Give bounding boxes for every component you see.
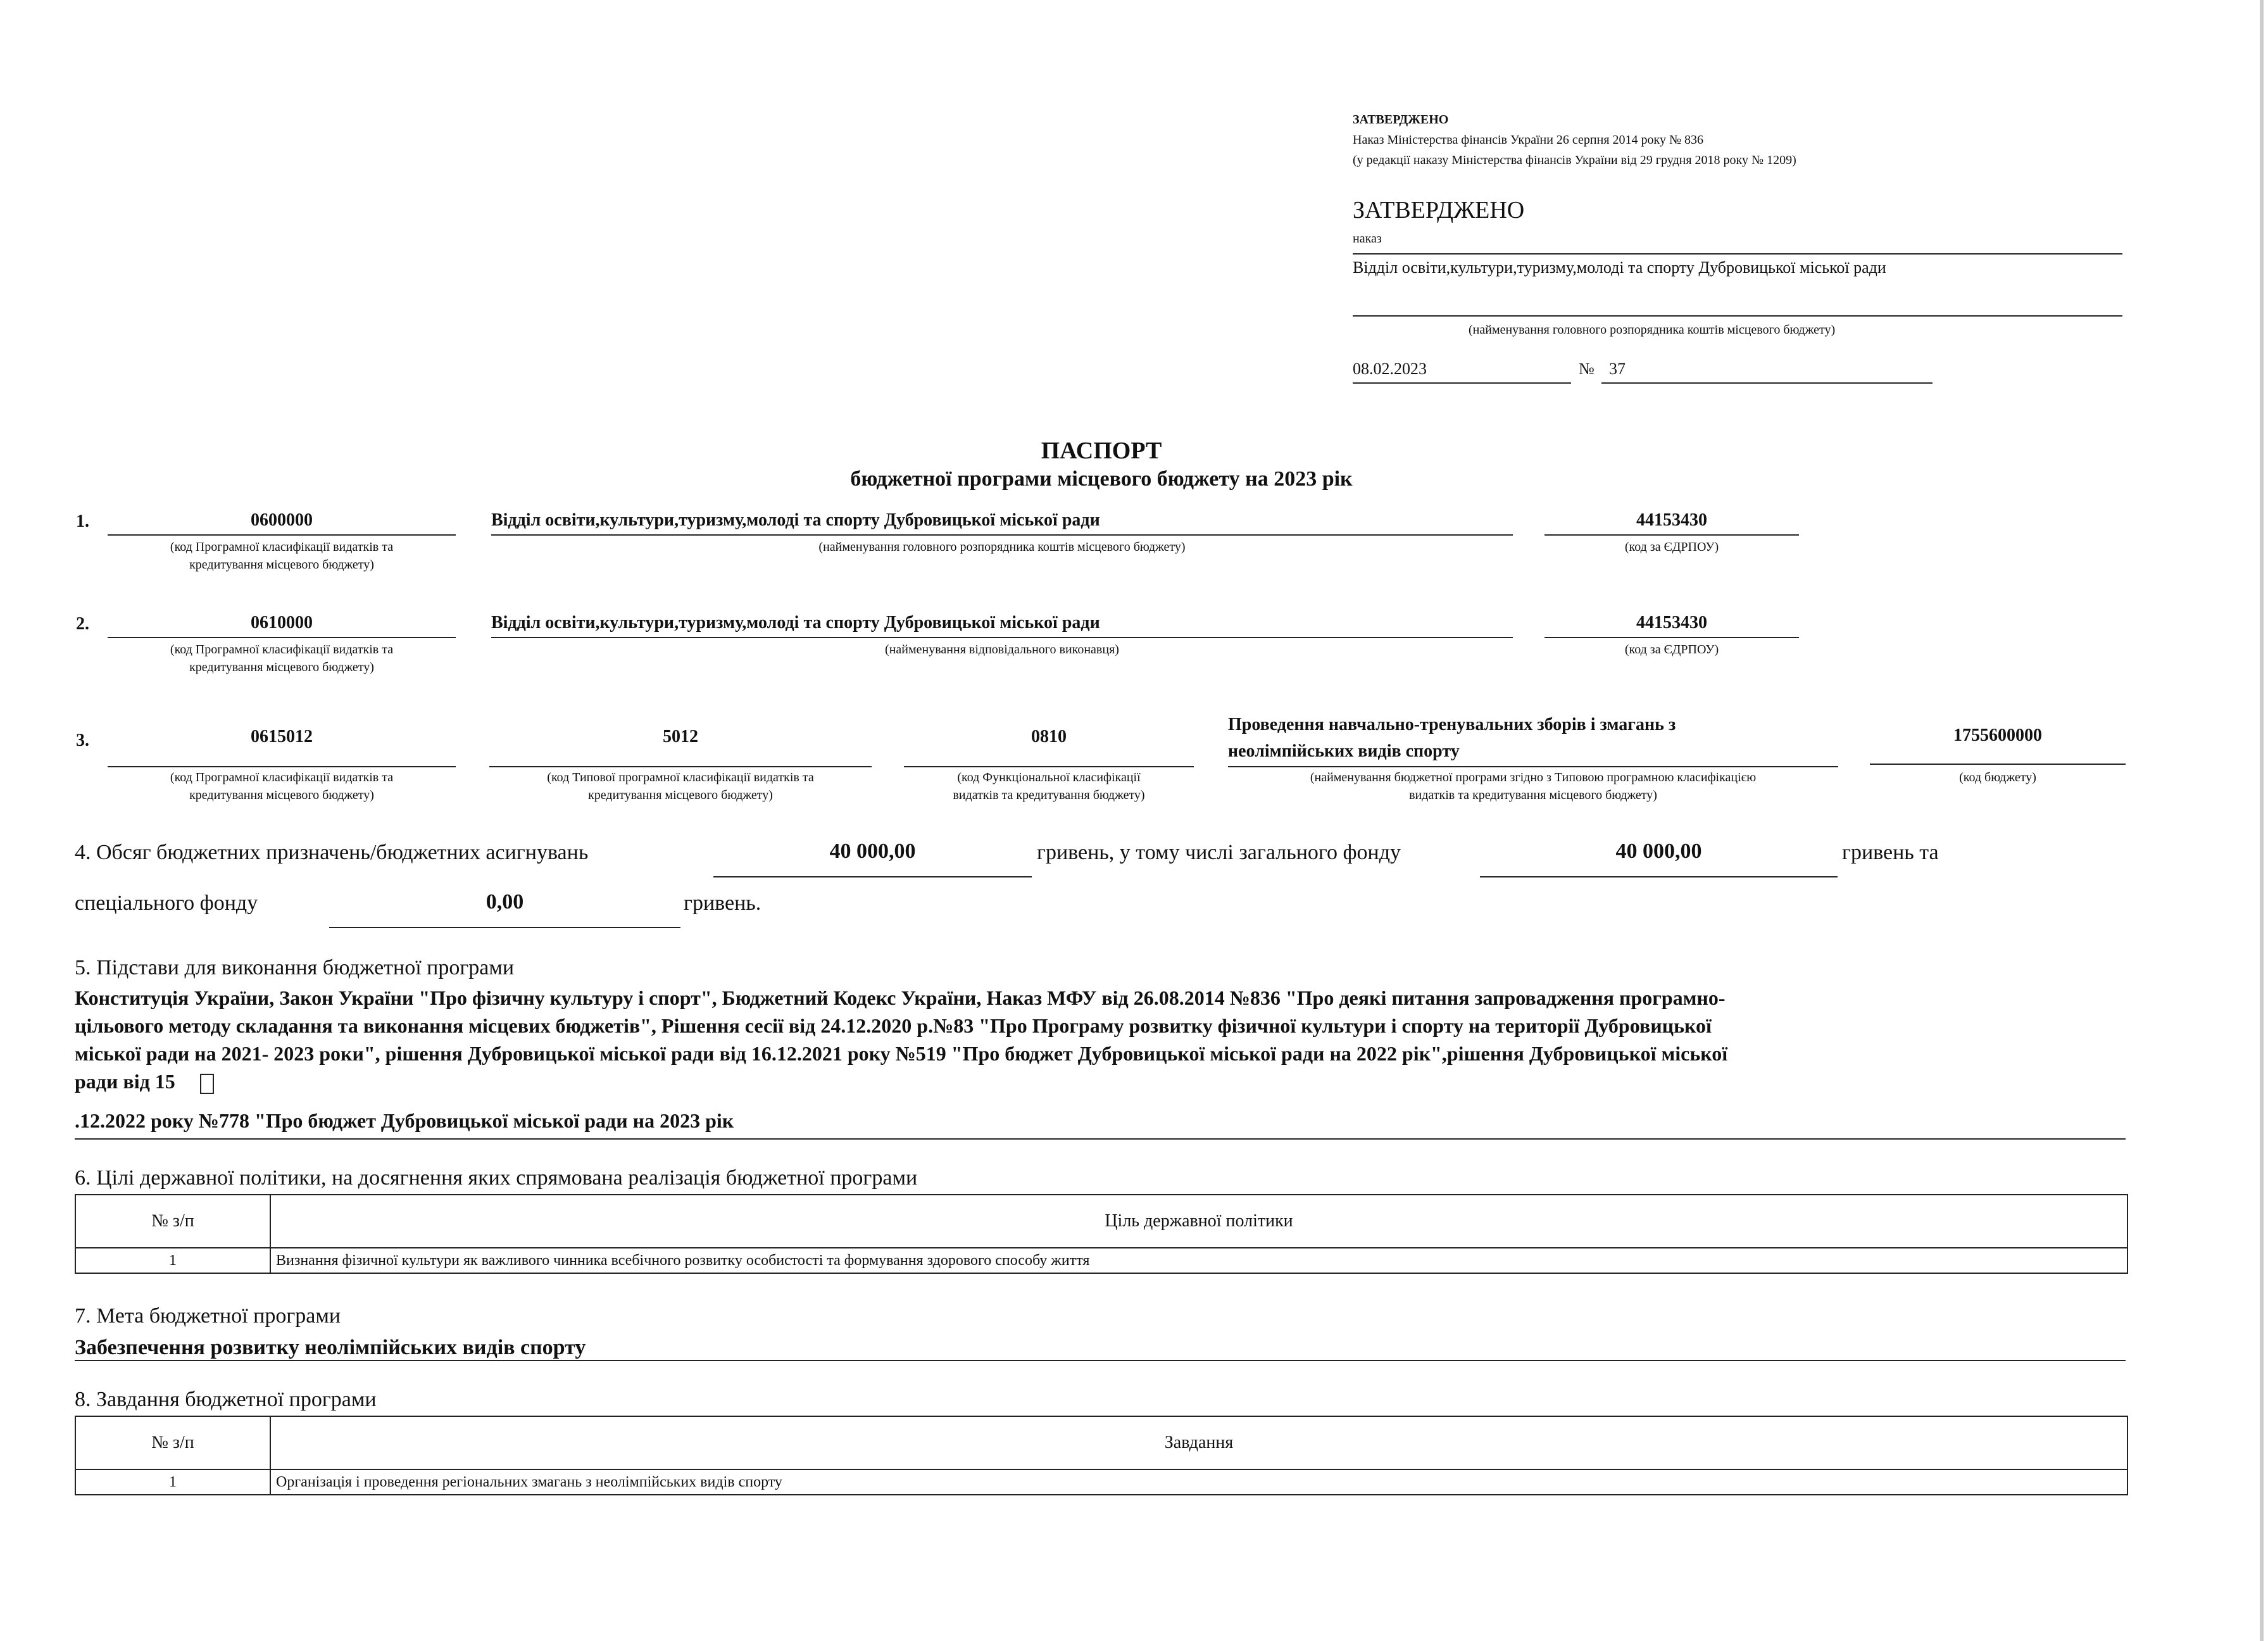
missing-glyph-icon (200, 1074, 214, 1094)
tasks-row-num: 1 (75, 1469, 270, 1495)
item1-edrpou: 44153430 (1636, 510, 1707, 530)
item2-name: Відділ освіти,культури,туризму,молоді та спорту Дубровицької міської ради (491, 613, 1100, 632)
divider (1353, 382, 1571, 384)
approval-legal-line2: (у редакції наказу Міністерства фінансів України від 29 грудня 2018 року № 1209) (1353, 153, 1796, 167)
divider (491, 637, 1513, 638)
divider (1228, 766, 1838, 767)
tasks-row-text: Організація і проведення регіональних змагань з неолімпійських видів спорту (270, 1469, 2127, 1495)
divider (1353, 253, 2122, 255)
item4-label: 4. Обсяг бюджетних призначень/бюджетних асигнувань (75, 841, 589, 864)
item5-line: міської ради на 2021- 2023 роки", рішення Дубровицької міської ради від 16.12.2021 року №519 "Про бюджет Дубровицької міської ради на 2022 рік",рішення Дубровицької міської (75, 1042, 1728, 1065)
goals-col-goal: Ціль державної політики (270, 1195, 2127, 1248)
item2-number: 2. (76, 614, 89, 634)
divider (108, 766, 456, 767)
approval-number-label: № (1579, 360, 1594, 378)
item5-line: цільового методу складання та виконання місцевих бюджетів", Рішення сесії від 24.12.2020 р.№83 "Про Програму розвитку фізичної культури і спорту на території Дубровицької (75, 1014, 1712, 1037)
item6-heading: 6. Цілі державної політики, на досягнення яких спрямована реалізація бюджетної програми (75, 1166, 918, 1190)
item2-edrpou-caption: (код за ЄДРПОУ) (1624, 643, 1719, 657)
approval-org-name: Відділ освіти,культури,туризму,молоді та спорту Дубровицької міської ради (1353, 258, 1886, 277)
scan-edge-right (2260, 0, 2264, 1641)
item3-budget-code: 1755600000 (1953, 726, 2042, 745)
divider (1601, 382, 1933, 384)
approval-legal-line1: Наказ Міністерства фінансів України 26 серпня 2014 року № 836 (1353, 133, 1704, 147)
divider (1353, 315, 2122, 317)
divider (491, 534, 1513, 536)
divider (108, 534, 456, 536)
divider (329, 927, 680, 928)
item2-code: 0610000 (251, 613, 313, 632)
item4-total: 40 000,00 (829, 839, 916, 863)
item7-text: Забезпечення розвитку неолімпійських видів спорту (75, 1336, 586, 1359)
goals-col-num: № з/п (75, 1195, 270, 1248)
divider (713, 876, 1032, 877)
item5-line: .12.2022 року №778 "Про бюджет Дубровицької міської ради на 2023 рік (75, 1109, 734, 1132)
item5-heading: 5. Підстави для виконання бюджетної програми (75, 956, 515, 979)
goals-row-text: Визнання фізичної культури як важливого чинника всебічного розвитку особистості та формування здорового способу життя (270, 1248, 2127, 1273)
tasks-col-num: № з/п (75, 1416, 270, 1469)
divider (1480, 876, 1838, 877)
item1-name: Відділ освіти,культури,туризму,молоді та спорту Дубровицької міської ради (491, 510, 1100, 530)
goals-row-num: 1 (75, 1248, 270, 1273)
tasks-col-task: Завдання (270, 1416, 2127, 1469)
item8-heading: 8. Завдання бюджетної програми (75, 1388, 377, 1411)
item7-heading: 7. Мета бюджетної програми (75, 1304, 341, 1328)
approval-doc-type: наказ (1353, 232, 1382, 246)
divider (75, 1360, 2126, 1361)
item3-func-code: 0810 (1031, 727, 1067, 746)
item1-code-caption: (код Програмної класифікації видатків та кредитування місцевого бюджету) (170, 540, 394, 572)
divider (1544, 637, 1799, 638)
divider (108, 637, 456, 638)
item3-typical-code: 5012 (663, 727, 698, 746)
item1-edrpou-caption: (код за ЄДРПОУ) (1624, 540, 1719, 554)
item1-name-caption: (найменування головного розпорядника коштів місцевого бюджету) (818, 540, 1186, 554)
item3-func-caption: (код Функціональної класифікації видатків та кредитування бюджету) (953, 770, 1145, 802)
item4-special-label: спеціального фонду (75, 891, 258, 915)
item1-number: 1. (76, 512, 89, 531)
item2-name-caption: (найменування відповідального виконавця) (885, 643, 1119, 657)
item5-line: Конституція України, Закон України "Про фізичну культуру і спорт", Бюджетний Кодекс України, Наказ МФУ від 26.08.2014 №836 "Про деякі питання запровадження програмно- (75, 986, 1726, 1009)
divider (489, 766, 872, 767)
item4-mid-text: гривень, у тому числі загального фонду (1037, 841, 1401, 864)
item3-number: 3. (76, 731, 89, 750)
item3-code: 0615012 (251, 727, 313, 746)
item3-typical-caption: (код Типової програмної класифікації видатків та кредитування місцевого бюджету) (547, 770, 814, 802)
divider (904, 766, 1194, 767)
item1-code: 0600000 (251, 510, 313, 530)
divider (1544, 534, 1799, 536)
item4-special: 0,00 (486, 890, 524, 914)
item4-end-text: гривень та (1842, 841, 1939, 864)
passport-title: ПАСПОРТ (1041, 437, 1162, 464)
passport-subtitle: бюджетної програми місцевого бюджету на 2023 рік (850, 467, 1353, 491)
approval-legal-heading: ЗАТВЕРДЖЕНО (1353, 113, 1449, 127)
approval-heading: ЗАТВЕРДЖЕНО (1353, 197, 1525, 223)
item3-budget-caption: (код бюджету) (1959, 770, 2036, 784)
approval-date: 08.02.2023 (1353, 360, 1427, 378)
item3-program-name: Проведення навчально-тренувальних зборів і змагань з неолімпійських видів спорту (1228, 715, 1676, 761)
divider (75, 1138, 2126, 1140)
goals-table (75, 1194, 2128, 1274)
item2-code-caption: (код Програмної класифікації видатків та кредитування місцевого бюджету) (170, 643, 394, 674)
approval-org-caption: (найменування головного розпорядника коштів місцевого бюджету) (1469, 323, 1836, 337)
item5-line: ради від 15 (75, 1070, 175, 1093)
approval-number: 37 (1609, 360, 1626, 378)
divider (1870, 764, 2126, 765)
tasks-table (75, 1416, 2128, 1495)
item4-general: 40 000,00 (1615, 839, 1702, 863)
item4-special-unit: гривень. (684, 891, 761, 915)
item2-edrpou: 44153430 (1636, 613, 1707, 632)
item3-code-caption: (код Програмної класифікації видатків та кредитування місцевого бюджету) (170, 770, 394, 802)
item3-program-caption: (найменування бюджетної програми згідно з Типовою програмною класифікацією видатків та кредитування місцевого бюджету) (1310, 770, 1757, 802)
